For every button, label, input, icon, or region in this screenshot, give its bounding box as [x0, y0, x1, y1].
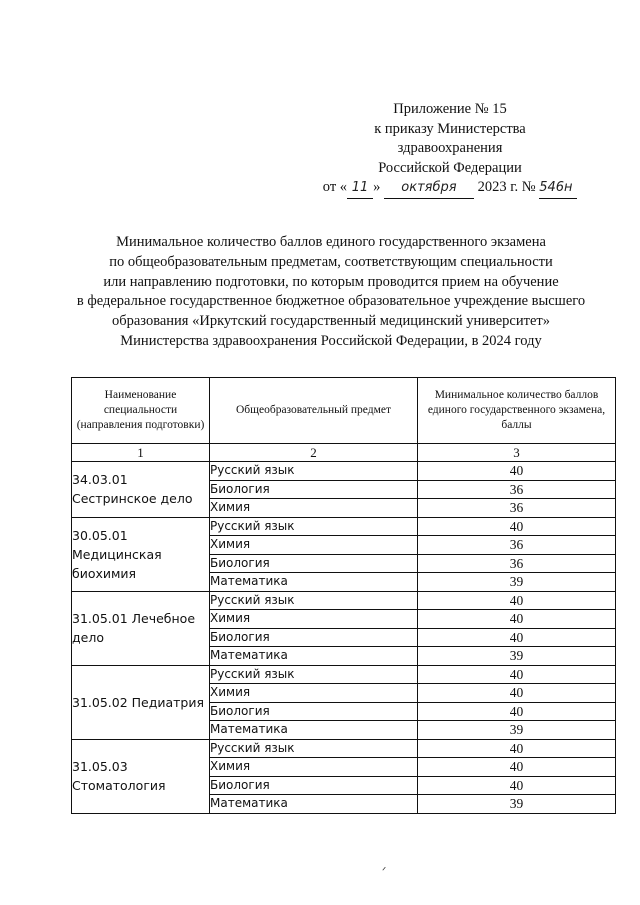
- appendix-country: Российской Федерации: [378, 159, 522, 176]
- score-cell: 36: [418, 499, 616, 518]
- specialty-cell: 30.05.01 Медицинская биохимия: [72, 517, 210, 591]
- handwritten-day: 11: [347, 178, 373, 199]
- score-cell: 40: [418, 628, 616, 647]
- subject-cell: Русский язык: [210, 665, 418, 684]
- score-cell: 39: [418, 721, 616, 740]
- score-cell: 40: [418, 591, 616, 610]
- date-quote-close: »: [373, 179, 381, 195]
- score-cell: 40: [418, 684, 616, 703]
- subject-cell: Химия: [210, 758, 418, 777]
- score-cell: 36: [418, 480, 616, 499]
- score-cell: 39: [418, 573, 616, 592]
- heading-line: в федеральное государственное бюджетное образовательное учреждение высшего: [76, 293, 586, 310]
- appendix-order-ref: к приказу Министерства: [374, 120, 526, 137]
- column-number-row: [72, 444, 616, 462]
- scores-table: [71, 377, 616, 814]
- heading-line: образования «Иркутский государственный медицинский университет»: [111, 313, 550, 330]
- subject-cell: Биология: [210, 702, 418, 721]
- order-year: 2023 г. №: [477, 179, 536, 195]
- subject-cell: Химия: [210, 536, 418, 555]
- heading-line: по общеобразовательным предметам, соответствующим специальности: [109, 253, 553, 270]
- subject-cell: Биология: [210, 480, 418, 499]
- subject-cell: Химия: [210, 610, 418, 629]
- subject-cell: Биология: [210, 628, 418, 647]
- score-cell: 36: [418, 554, 616, 573]
- score-cell: 40: [418, 776, 616, 795]
- score-cell: 40: [418, 665, 616, 684]
- subject-cell: Русский язык: [210, 739, 418, 758]
- subject-cell: Биология: [210, 554, 418, 573]
- subject-cell: Биология: [210, 776, 418, 795]
- column-number: 2: [210, 444, 418, 462]
- table-row: [72, 462, 616, 481]
- subject-cell: Русский язык: [210, 462, 418, 481]
- score-cell: 40: [418, 610, 616, 629]
- score-cell: 36: [418, 536, 616, 555]
- subject-cell: Химия: [210, 499, 418, 518]
- specialty-cell: 34.03.01 Сестринское дело: [72, 462, 210, 518]
- subject-cell: Химия: [210, 684, 418, 703]
- header-min-score: Минимальное количество баллов единого государственного экзамена, баллы: [418, 378, 616, 444]
- subject-cell: Математика: [210, 795, 418, 814]
- score-cell: 40: [418, 517, 616, 536]
- subject-cell: Математика: [210, 573, 418, 592]
- appendix-number: Приложение № 15: [393, 101, 507, 117]
- document-heading: [40, 233, 622, 352]
- score-cell: 40: [418, 758, 616, 777]
- score-cell: 40: [418, 702, 616, 721]
- header-specialty: Наименование специальности (направления подготовки): [72, 378, 210, 444]
- handwritten-month: октября: [384, 178, 474, 199]
- specialty-cell: 31.05.02 Педиатрия: [72, 665, 210, 739]
- table-row: [72, 665, 616, 684]
- score-cell: 40: [418, 462, 616, 481]
- specialty-cell: 31.05.03 Стоматология: [72, 739, 210, 813]
- subject-cell: Русский язык: [210, 517, 418, 536]
- score-cell: 40: [418, 739, 616, 758]
- table-row: [72, 591, 616, 610]
- column-number: 3: [418, 444, 616, 462]
- pen-mark: ᐟ: [382, 866, 387, 877]
- table-row: [72, 739, 616, 758]
- table-header-row: [72, 378, 616, 444]
- score-cell: 39: [418, 795, 616, 814]
- date-prefix: от «: [322, 179, 348, 195]
- subject-cell: Математика: [210, 647, 418, 666]
- heading-line: Министерства здравоохранения Российской Федерации, в 2024 году: [120, 332, 542, 349]
- subject-cell: Математика: [210, 721, 418, 740]
- subject-cell: Русский язык: [210, 591, 418, 610]
- handwritten-order-number: 546н: [539, 178, 577, 199]
- heading-line: или направлению подготовки, по которым проводится прием на обучение: [103, 273, 559, 290]
- column-number: 1: [72, 444, 210, 462]
- score-cell: 39: [418, 647, 616, 666]
- heading-line: Минимальное количество баллов единого государственного экзамена: [116, 234, 546, 250]
- order-date-line: [300, 178, 600, 199]
- table-row: [72, 517, 616, 536]
- appendix-ministry: здравоохранения: [397, 140, 503, 156]
- specialty-cell: 31.05.01 Лечебное дело: [72, 591, 210, 665]
- header-subject: Общеобразовательный предмет: [210, 378, 418, 444]
- appendix-block: [300, 100, 600, 199]
